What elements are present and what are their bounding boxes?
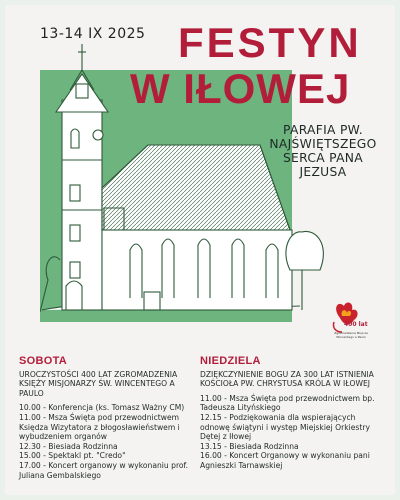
title-line-1: FESTYN	[178, 19, 362, 66]
parish-name	[263, 123, 383, 179]
saturday-item: 12.30 - Biesiada Rodzinna	[19, 441, 118, 451]
saturday-program	[19, 357, 197, 480]
sunday-heading: NIEDZIELA	[200, 355, 261, 367]
logo-number: 400 lat	[344, 321, 368, 328]
title-line-2: W IŁOWEJ	[130, 65, 351, 112]
sunday-program	[200, 357, 380, 471]
logo-subtitle: Zgromadzenia Misji ze Wincentego a Paulo	[334, 331, 368, 339]
saturday-item: 15.00 - Spektakl pt. "Credo"	[19, 451, 126, 461]
saturday-heading: SOBOTA	[19, 355, 68, 367]
event-date: 13-14 IX 2025	[40, 26, 146, 42]
sunday-item: 16.00 - Koncert Organowy w wykonaniu pani Agnieszki Tarnawskiej	[200, 451, 370, 470]
saturday-intro: UROCZYSTOŚCI 400 LAT ZGROMADZENIA KSIĘŻY MISJONARZY ŚW. WINCENTEGO A PAULO	[19, 369, 178, 398]
sunday-intro: DZIĘKCZYNIENIE BOGU ZA 300 LAT ISTNIENIA KOŚCIOŁA PW. CHRYSTUSA KRÓLA W IŁOWEJ	[200, 369, 374, 389]
saturday-item: 11.00 - Msza Święta pod przewodnictwem Księdza Wizytatora z błogosławieństwem i wybudzeniem organów	[19, 412, 180, 442]
sunday-item: 12.15 - Podziękowania dla wspierających odnowę świątyni i występ Miejskiej Orkiestry Dętej z Iłowej	[200, 412, 370, 442]
saturday-item: 10.00 - Konferencja (ks. Tomasz Ważny CM)	[19, 403, 185, 413]
saturday-item: 17.00 - Koncert organowy w wykonaniu prof. Juliana Gembalskiego	[19, 460, 189, 480]
parish-line-1: PARAFIA PW.	[283, 123, 363, 137]
parish-line-3: SERCA PANA	[282, 151, 364, 165]
festival-title	[130, 19, 362, 112]
parish-line-2: NAJŚWIĘTSZEGO	[269, 137, 377, 151]
sunday-item: 11.00 - Msza Święta pod przewodnictwem bp. Tadeusza Lityńskiego	[200, 393, 375, 413]
parish-line-4: JEZUSA	[299, 165, 347, 179]
sunday-item: 13.15 - Biesiada Rodzinna	[200, 441, 299, 451]
